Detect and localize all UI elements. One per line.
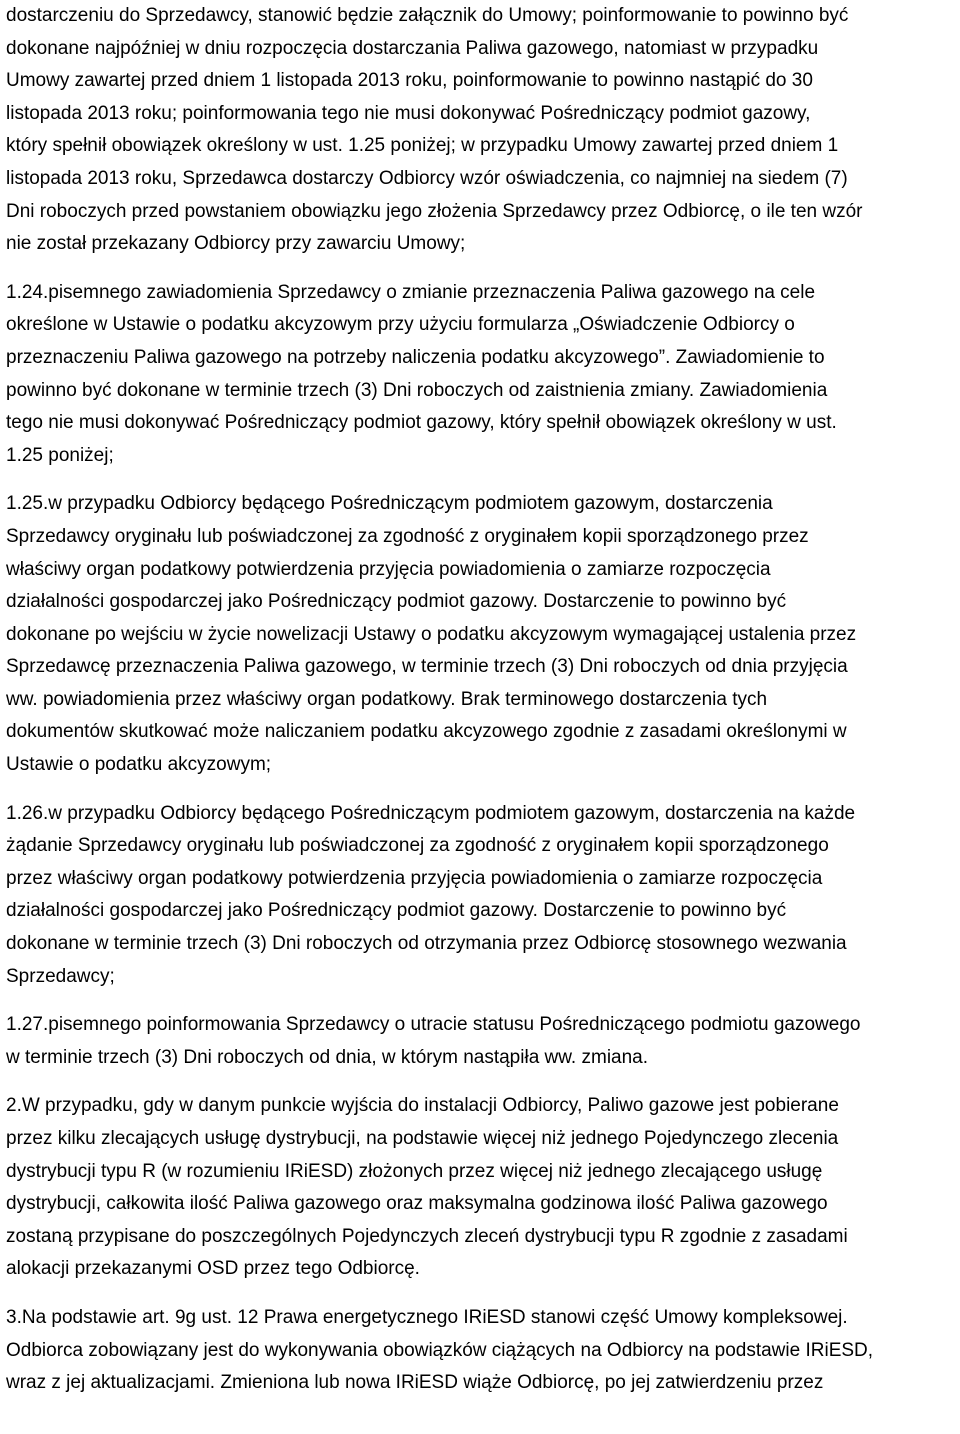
- paragraph-gap: [6, 261, 956, 277]
- text-line: dokumentów skutkować może naliczaniem podatku akcyzowego zgodnie z zasadami określonymi w: [6, 721, 847, 743]
- paragraph-1-24: [6, 277, 956, 473]
- text-line: Umowy zawartej przed dniem 1 listopada 2013 roku, poinformowanie to powinno nastąpić do 30: [6, 70, 813, 92]
- text-line: Sprzedawcy oryginału lub poświadczonej za zgodność z oryginałem kopii sporządzonego przez: [6, 525, 809, 547]
- text-line: 2.W przypadku, gdy w danym punkcie wyjścia do instalacji Odbiorcy, Paliwo gazowe jest pobierane: [6, 1095, 839, 1117]
- text-line: 1.26.w przypadku Odbiorcy będącego Pośredniczącym podmiotem gazowym, dostarczenia na każde: [6, 802, 856, 824]
- text-line: dystrybucji, całkowita ilość Paliwa gazowego oraz maksymalna godzinowa ilość Paliwa gazowego: [6, 1193, 828, 1215]
- text-line: listopada 2013 roku, Sprzedawca dostarczy Odbiorcy wzór oświadczenia, co najmniej na siedem (7): [6, 167, 848, 189]
- text-line: przez właściwy organ podatkowy potwierdzenia przyjęcia powiadomienia o zamiarze rozpoczęcia: [6, 867, 823, 889]
- paragraph-1-27: [6, 1009, 956, 1074]
- text-line: 1.25.w przypadku Odbiorcy będącego Pośredniczącym podmiotem gazowym, dostarczenia: [6, 493, 773, 515]
- paragraph-gap: [6, 472, 956, 488]
- text-line: działalności gospodarczej jako Pośredniczący podmiot gazowy. Dostarczenie to powinno być: [6, 591, 787, 613]
- text-line: 1.25 poniżej;: [6, 444, 114, 466]
- text-line: ww. powiadomienia przez właściwy organ podatkowy. Brak terminowego dostarczenia tych: [6, 688, 768, 710]
- paragraph-gap: [6, 993, 956, 1009]
- text-line: 1.27.pisemnego poinformowania Sprzedawcy o utracie statusu Pośredniczącego podmiotu gazowego: [6, 1014, 861, 1036]
- text-line: określone w Ustawie o podatku akcyzowym przy użyciu formularza „Oświadczenie Odbiorcy o: [6, 314, 795, 336]
- text-line: przeznaczeniu Paliwa gazowego na potrzeby naliczenia podatku akcyzowego”. Zawiadomienie to: [6, 346, 825, 368]
- text-line: dostarczeniu do Sprzedawcy, stanowić będzie załącznik do Umowy; poinformowanie to powinno być: [6, 5, 849, 26]
- text-line: powinno być dokonane w terminie trzech (3) Dni roboczych od zaistnienia zmiany. Zawiadomienia: [6, 379, 828, 401]
- paragraph-intro: [6, 0, 956, 261]
- text-line: w terminie trzech (3) Dni roboczych od dnia, w którym nastąpiła ww. zmiana.: [6, 1046, 649, 1068]
- text-line: wraz z jej aktualizacjami. Zmieniona lub nowa IRiESD wiąże Odbiorcę, po jej zatwierdzeniu przez: [6, 1372, 824, 1394]
- text-line: który spełnił obowiązek określony w ust. 1.25 poniżej; w przypadku Umowy zawartej przed dniem 1: [6, 135, 839, 157]
- paragraph-1-26: [6, 798, 956, 994]
- text-line: Dni roboczych przed powstaniem obowiązku jego złożenia Sprzedawcy przez Odbiorcę, o ile ten wzór: [6, 200, 863, 222]
- text-line: zostaną przypisane do poszczególnych Pojedynczych zleceń dystrybucji typu R zgodnie z zasadami: [6, 1225, 848, 1247]
- text-line: dokonane w terminie trzech (3) Dni roboczych od otrzymania przez Odbiorcę stosownego wezwania: [6, 933, 847, 955]
- text-line: listopada 2013 roku; poinformowania tego nie musi dokonywać Pośredniczący podmiot gazowy,: [6, 102, 811, 124]
- paragraph-gap: [6, 1286, 956, 1302]
- paragraph-2: [6, 1090, 956, 1286]
- text-line: Sprzedawcę przeznaczenia Paliwa gazowego, w terminie trzech (3) Dni roboczych od dnia przyjęcia: [6, 656, 848, 678]
- text-line: dystrybucji typu R (w rozumieniu IRiESD) złożonych przez więcej niż jednego zlecającego usługę: [6, 1160, 823, 1182]
- text-line: żądanie Sprzedawcy oryginału lub poświadczonej za zgodność z oryginałem kopii sporządzonego: [6, 835, 829, 857]
- document-page: [6, 0, 956, 1400]
- paragraph-gap: [6, 1074, 956, 1090]
- text-line: tego nie musi dokonywać Pośredniczący podmiot gazowy, który spełnił obowiązek określony w ust.: [6, 412, 837, 434]
- paragraph-1-25: [6, 488, 956, 781]
- text-line: Sprzedawcy;: [6, 965, 115, 987]
- text-line: 1.24.pisemnego zawiadomienia Sprzedawcy o zmianie przeznaczenia Paliwa gazowego na cele: [6, 281, 816, 303]
- paragraph-gap: [6, 782, 956, 798]
- text-line: Ustawie o podatku akcyzowym;: [6, 754, 272, 776]
- text-line: działalności gospodarczej jako Pośredniczący podmiot gazowy. Dostarczenie to powinno być: [6, 900, 787, 922]
- paragraph-3: [6, 1302, 956, 1400]
- text-line: alokacji przekazanymi OSD przez tego Odbiorcę.: [6, 1258, 420, 1280]
- text-line: dokonane po wejściu w życie nowelizacji Ustawy o podatku akcyzowym wymagającej ustalenia przez: [6, 623, 857, 645]
- text-line: dokonane najpóźniej w dniu rozpoczęcia dostarczania Paliwa gazowego, natomiast w przypadku: [6, 37, 819, 59]
- text-line: Odbiorca zobowiązany jest do wykonywania obowiązków ciążących na Odbiorcy na podstawie IRiESD,: [6, 1339, 874, 1361]
- text-line: 3.Na podstawie art. 9g ust. 12 Prawa energetycznego IRiESD stanowi część Umowy kompleksowej.: [6, 1306, 848, 1328]
- text-line: przez kilku zlecających usługę dystrybucji, na podstawie więcej niż jednego Pojedynczego zlecenia: [6, 1128, 839, 1149]
- text-line: właściwy organ podatkowy potwierdzenia przyjęcia powiadomienia o zamiarze rozpoczęcia: [6, 558, 771, 580]
- text-line: nie został przekazany Odbiorcy przy zawarciu Umowy;: [6, 233, 466, 255]
